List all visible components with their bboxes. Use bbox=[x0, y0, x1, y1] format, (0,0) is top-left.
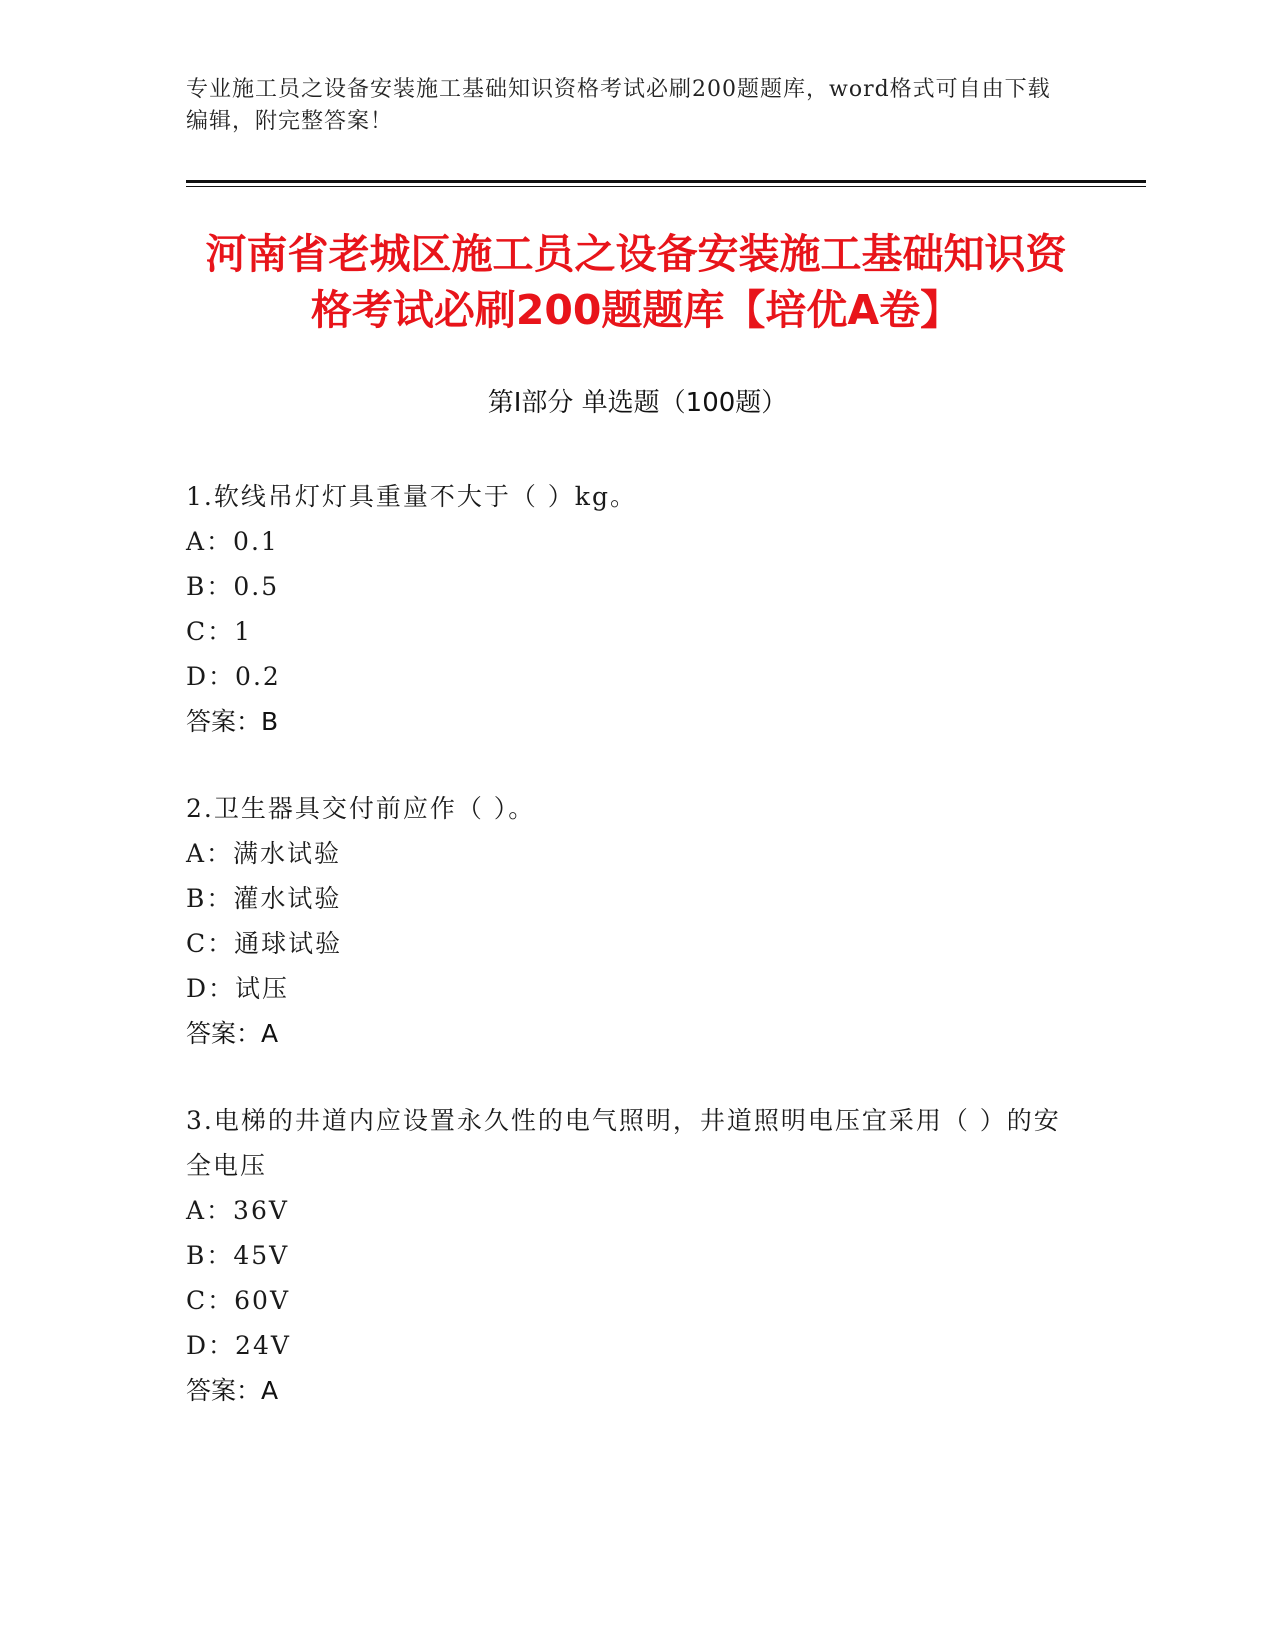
question-item bbox=[186, 474, 1066, 744]
option-d: D：24V bbox=[186, 1331, 291, 1360]
document-title: 河南省老城区施工员之设备安装施工基础知识资格考试必刷200题题库【培优A卷】 bbox=[205, 230, 1067, 334]
header-divider-thin bbox=[186, 186, 1146, 187]
answer-line: 答案：A bbox=[186, 1019, 279, 1048]
option-c: C：通球试验 bbox=[186, 929, 343, 958]
option-a: A：0.1 bbox=[186, 527, 279, 556]
answer-line: 答案：A bbox=[186, 1376, 279, 1405]
option-a: A：满水试验 bbox=[186, 839, 342, 868]
option-b: B：45V bbox=[186, 1241, 290, 1270]
option-c: C：1 bbox=[186, 617, 253, 646]
option-b: B：灌水试验 bbox=[186, 884, 342, 913]
question-stem: 1.软线吊灯灯具重量不大于（ ）kg。 bbox=[186, 482, 637, 511]
answer-line: 答案：B bbox=[186, 707, 279, 736]
option-d: D：0.2 bbox=[186, 662, 281, 691]
question-list bbox=[186, 474, 1066, 1455]
option-c: C：60V bbox=[186, 1286, 290, 1315]
option-b: B：0.5 bbox=[186, 572, 280, 601]
question-item bbox=[186, 1098, 1066, 1413]
header-note: 专业施工员之设备安装施工基础知识资格考试必刷200题题库，word格式可自由下载编辑，附完整答案！ bbox=[186, 77, 1051, 134]
option-d: D：试压 bbox=[186, 974, 290, 1003]
question-stem: 2.卫生器具交付前应作（ ）。 bbox=[186, 794, 536, 823]
option-a: A：36V bbox=[186, 1196, 289, 1225]
header-divider-thick bbox=[186, 180, 1146, 183]
question-stem: 3.电梯的井道内应设置永久性的电气照明，井道照明电压宜采用（ ）的安全电压 bbox=[186, 1106, 1061, 1180]
section-heading: 第Ⅰ部分 单选题（100题） bbox=[487, 388, 788, 418]
question-item bbox=[186, 786, 1066, 1056]
